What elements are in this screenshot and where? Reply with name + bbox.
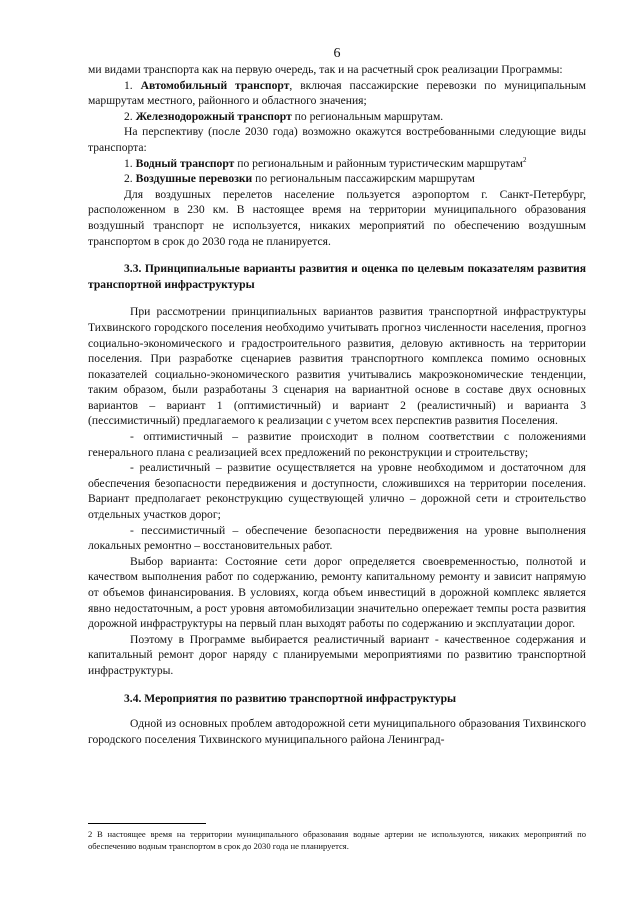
section-heading-3-4: 3.4. Мероприятия по развитию транспортной инфраструктуры	[124, 691, 457, 705]
paragraph-pessimistic: - пессимистичный – обеспечение безопасности передвижения на уровне выполнения локальных ремонтно – восстановительных работ.	[88, 523, 586, 553]
page-number: 6	[333, 46, 341, 61]
list-item-text: , включая пассажирские перевозки по муниципальным маршрутам местного, районного и областного значения;	[88, 78, 586, 108]
list-item-title: Водный транспорт	[135, 156, 235, 170]
list-number: 2.	[124, 109, 136, 123]
list-item-title: Автомобильный транспорт	[140, 78, 290, 92]
paragraph-conclusion: Поэтому в Программе выбирается реалистичный вариант - качественное содержания и капитальный ремонт дорог наряду с планируемыми мероприятиями по развитию транспортной инфраструктуры.	[88, 632, 586, 677]
list-number: 2.	[124, 172, 136, 186]
list-item-automobile	[88, 78, 586, 109]
footnote-divider	[88, 823, 206, 824]
paragraph-realistic: - реалистичный – развитие осуществляется на уровне необходимом и достаточном для обеспечения безопасности передвижения и доступности, сложившихся на территории поселения. Вариант предполагает реконструкцию существующей улично – дорожной сети и строительство отдельных участков дорог;	[88, 461, 586, 522]
paragraph-air-transport: Для воздушных перелетов население пользуется аэропортом г. Санкт-Петербург, расположенном в 230 км. В настоящее время на территории муниципального образования воздушный транспорт не используется, никаких мероприятий по обеспечению воздушным транспортом в срок до 2030 года не планируется.	[88, 187, 586, 248]
paragraph-road-problems: Одной из основных проблем автодорожной сети муниципального образования Тихвинского городского поселения Тихвинского муниципального района Ленинград-	[88, 717, 586, 746]
paragraph-scenarios: При рассмотрении принципиальных вариантов развития транспортной инфраструктуры Тихвинского городского поселения необходимо учитывать прогноз численности населения, прогноз социально-экономического и градостроительного развития, деловую активность на территории поселения. При разработке сценариев развития транспортного комплекса помимо основных показателей социально-экономического развития учитывались макроэкономические тенденции, таким образом, были разработаны 3 сценария на вариантной основе в составе двух основных вариантов – вариант 1 (оптимистичный) и вариант 2 (реалистичный) и варианта 3 (пессимистичный) предлагаемого к реализации с учетом всех перспектив развития Поселения.	[88, 305, 586, 428]
list-item-text: по региональным маршрутам.	[291, 109, 444, 123]
paragraph-optimistic: - оптимистичный – развитие происходит в полном соответствии с положениями генерального плана с реализацией всех предложений по реконструкции и строительству;	[88, 430, 586, 459]
paragraph-intro: ми видами транспорта как на первую очередь, так и на расчетный срок реализации Программы:	[88, 63, 563, 76]
paragraph-perspective: На перспективу (после 2030 года) возможно окажутся востребованными следующие виды транспорта:	[88, 125, 586, 154]
list-number: 1.	[124, 156, 136, 170]
list-number: 1.	[124, 78, 141, 92]
footnote-text: 2 В настоящее время на территории муниципального образования водные артерии не используются, никаких мероприятий по обеспечению водным транспортом в срок до 2030 года не планируется.	[88, 829, 586, 851]
list-item-water	[88, 156, 586, 172]
footnote-ref[interactable]: 2	[522, 155, 527, 164]
list-item-text: по региональным и районным туристическим маршрутам	[234, 156, 523, 170]
list-item-air	[88, 171, 586, 187]
list-item-title: Воздушные перевозки	[135, 172, 253, 186]
paragraph-choice: Выбор варианта: Состояние сети дорог определяется своевременностью, полнотой и качеством выполнения работ по содержанию, ремонту капитальному ремонту и зависит напрямую от объемов финансирования. В условиях, когда объем инвестиций в дорожной комплекс является явно недостаточным, а рост уровня автомобилизации значительно опережает темпы роста развития дорожной инфраструктуры на первый план выходят работы по содержанию и эксплуатации дорог.	[88, 554, 586, 631]
list-item-railway	[88, 109, 586, 125]
section-heading-3-3: 3.3. Принципиальные варианты развития и оценка по целевым показателям развития транспортной инфраструктуры	[88, 262, 586, 291]
list-item-title: Железнодорожный транспорт	[135, 109, 292, 123]
list-item-text: по региональным пассажирским маршрутам	[252, 172, 475, 186]
